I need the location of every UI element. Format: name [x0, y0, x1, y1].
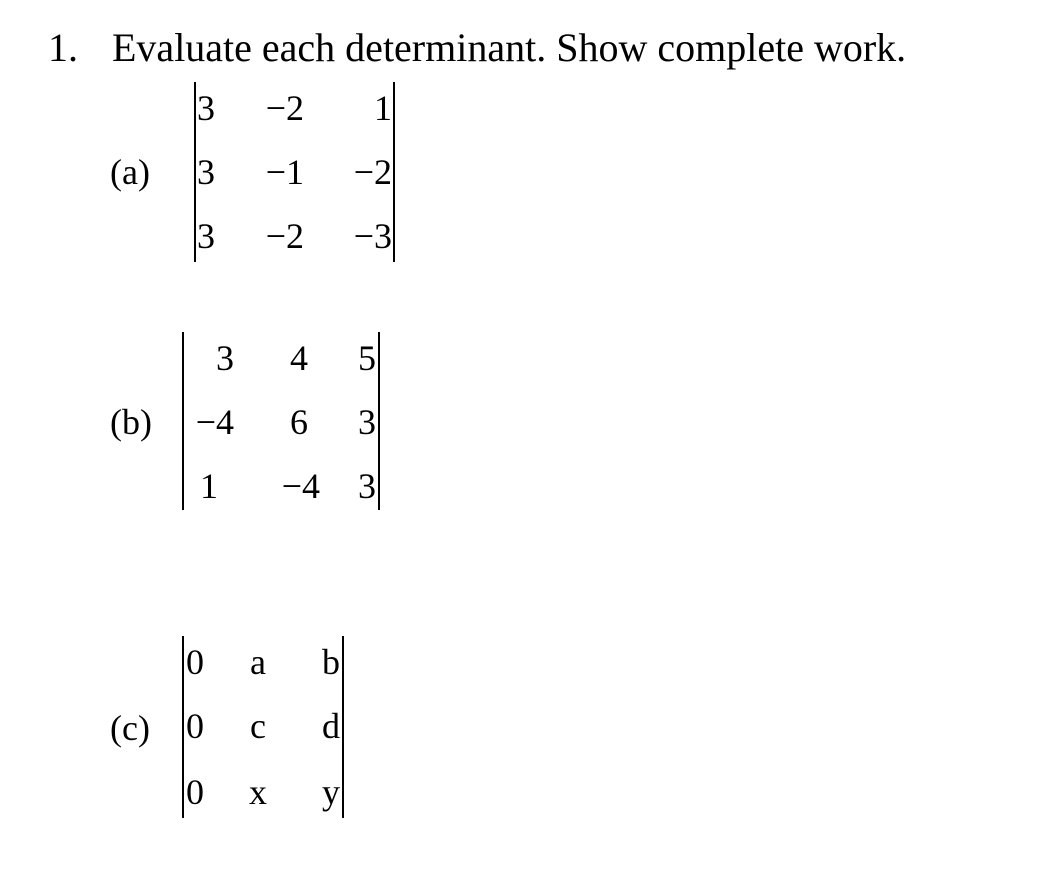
matrix-cell: 3: [216, 338, 234, 378]
matrix-cell: −4: [281, 466, 320, 506]
matrix-cell: 0: [186, 706, 204, 746]
matrix-cell: y: [322, 772, 340, 812]
matrix-cell: 6: [290, 402, 308, 442]
matrix-cell: −2: [265, 216, 304, 256]
matrix-cell: −2: [265, 88, 304, 128]
matrix-cell: 5: [358, 338, 376, 378]
matrix-cell: 1: [200, 466, 218, 506]
determinant-c-left-bar: [182, 636, 184, 818]
matrix-cell: 1: [374, 88, 392, 128]
matrix-cell: 3: [197, 216, 215, 256]
determinant-a-left-bar: [194, 82, 196, 262]
question-text: Evaluate each determinant. Show complete work.: [112, 25, 907, 70]
matrix-cell: 4: [290, 338, 308, 378]
matrix-cell: 3: [358, 402, 376, 442]
matrix-cell: 3: [197, 88, 215, 128]
matrix-cell: 0: [186, 772, 204, 812]
matrix-cell: a: [250, 642, 266, 682]
matrix-cell: b: [322, 642, 340, 682]
matrix-cell: −2: [353, 152, 392, 192]
matrix-cell: −3: [353, 216, 392, 256]
part-label-c: (c): [110, 708, 150, 748]
matrix-cell: 0: [186, 642, 204, 682]
determinant-b-left-bar: [182, 332, 184, 510]
determinant-b-right-bar: [378, 332, 380, 510]
matrix-cell: 3: [197, 152, 215, 192]
part-label-b: (b): [110, 402, 152, 442]
question-heading: [48, 22, 906, 74]
matrix-cell: 3: [358, 466, 376, 506]
matrix-cell: x: [249, 772, 267, 812]
matrix-cell: c: [250, 706, 266, 746]
determinant-a-right-bar: [393, 82, 395, 262]
question-number: 1.: [48, 25, 78, 70]
part-label-a: (a): [110, 152, 150, 192]
matrix-cell: d: [322, 706, 340, 746]
determinant-c-right-bar: [342, 636, 344, 818]
matrix-cell: −4: [195, 402, 234, 442]
matrix-cell: −1: [265, 152, 304, 192]
